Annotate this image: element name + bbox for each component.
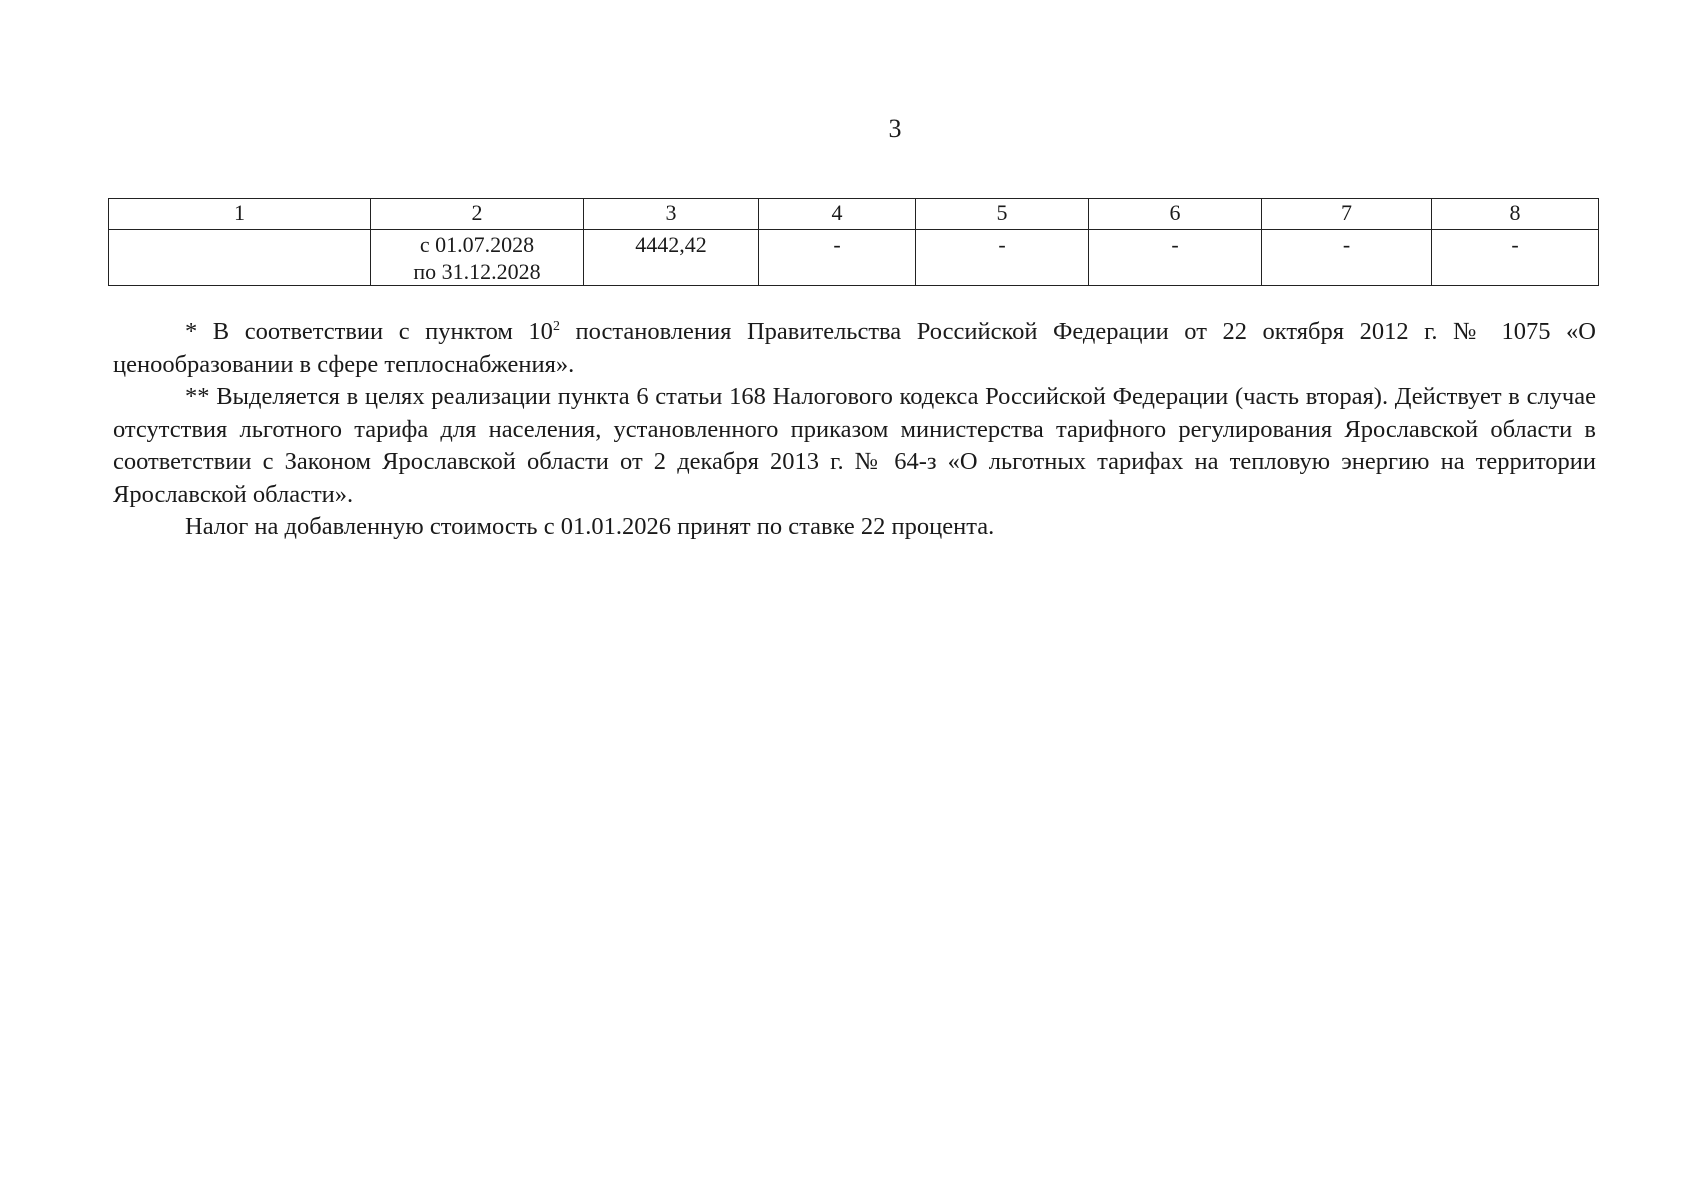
column-number-8: 8 <box>1432 199 1599 230</box>
cell-col4: - <box>759 230 916 286</box>
footnote-1 <box>113 316 1596 381</box>
cell-col5: - <box>916 230 1089 286</box>
column-number-6: 6 <box>1089 199 1262 230</box>
cell-col6: - <box>1089 230 1262 286</box>
column-number-7: 7 <box>1262 199 1432 230</box>
footnotes <box>113 316 1596 544</box>
cell-col1 <box>109 230 371 286</box>
period-from: с 01.07.2028 <box>419 232 535 257</box>
cell-col8: - <box>1432 230 1599 286</box>
table-row <box>109 230 1599 286</box>
page-number: 3 <box>888 114 902 143</box>
column-number-2: 2 <box>371 199 584 230</box>
vat-note: Налог на добавленную стоимость с 01.01.2026 принят по ставке 22 процента. <box>185 513 995 540</box>
table-header-row <box>109 199 1599 230</box>
column-number-3: 3 <box>584 199 759 230</box>
column-number-1: 1 <box>109 199 371 230</box>
cell-col7: - <box>1262 230 1432 286</box>
tariff-table <box>108 198 1599 286</box>
footnote-1-end: постановления Правительства Российской Федерации от 22 октября 2012 г. № 1075 «О ценообразовании в сфере теплоснабжения». <box>113 318 1596 378</box>
footnote-1-superscript: 2 <box>552 318 560 334</box>
column-number-4: 4 <box>759 199 916 230</box>
footnote-1-start: * В соответствии с пунктом 10 <box>185 318 553 345</box>
footnote-2: ** Выделяется в целях реализации пункта 6 статьи 168 Налогового кодекса Российской Федерации (часть вторая). Действует в случае отсутствия льготного тарифа для населения, установленного приказом министерства тарифного регулирования Ярославской области в соответствии с Законом Ярославской области от 2 декабря 2013 г. № 64-з «О льготных тарифах на тепловую энергию на территории Ярославской области». <box>113 383 1596 508</box>
column-number-5: 5 <box>916 199 1089 230</box>
cell-tariff-value: 4442,42 <box>584 230 759 286</box>
cell-period <box>371 230 584 286</box>
period-to: по 31.12.2028 <box>413 259 541 284</box>
